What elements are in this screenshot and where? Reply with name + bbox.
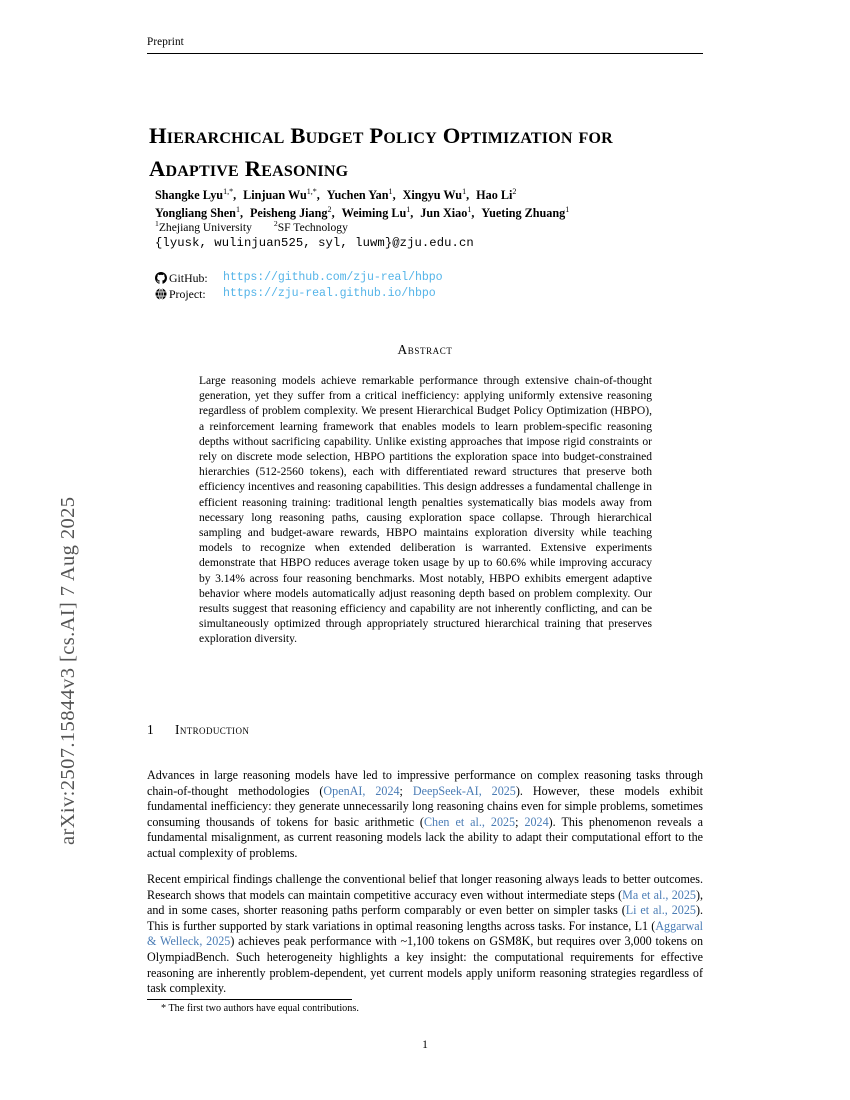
author-email: {lyusk, wulinjuan525, syl, luwm}@zju.edu.cn <box>155 236 474 250</box>
paragraph-2 <box>147 872 703 997</box>
author-name: Hao Li <box>476 188 513 202</box>
link-row[interactable] <box>155 286 675 302</box>
author-name: Linjuan Wu <box>243 188 307 202</box>
author-separator: , <box>410 205 414 220</box>
link-url[interactable]: https://zju-real.github.io/hbpo <box>223 287 436 300</box>
author-list <box>155 187 703 222</box>
paper-content-column <box>147 0 703 1100</box>
author-name: Yuchen Yan <box>326 188 389 202</box>
author-name: Yueting Zhuang <box>481 205 566 220</box>
section-number: 1 <box>147 722 155 737</box>
link-label: GitHub: <box>169 271 208 285</box>
body-text-run: ), and in some cases, shorter reasoning paths perform comparably or even better on simpler tasks ( <box>147 887 703 918</box>
footnote-text: * The first two authors have equal contributions. <box>161 1003 359 1014</box>
author-separator: , <box>239 205 244 220</box>
page-title: Hierarchical Budget Policy Optimization for Adaptive Reasoning <box>149 123 613 182</box>
author-separator: , <box>466 188 470 202</box>
author-affiliation-marker: 1,* <box>223 186 234 196</box>
author-separator: , <box>331 205 335 220</box>
citation-link[interactable]: Aggarwal & Welleck, 2025 <box>147 918 703 949</box>
affiliation-list <box>155 220 703 235</box>
author-separator: , <box>392 188 396 202</box>
project-links <box>155 270 675 302</box>
citation-link[interactable]: DeepSeek-AI, 2025 <box>412 783 516 798</box>
body-text-run: ; <box>515 814 525 829</box>
author-affiliation-marker: 2 <box>512 186 517 196</box>
page-number: 1 <box>422 1038 428 1051</box>
author-affiliation-marker: 1 <box>467 204 472 214</box>
citation-link[interactable]: OpenAI, 2024 <box>323 783 400 798</box>
citation-link[interactable]: Chen et al., 2025 <box>423 814 516 829</box>
abstract-heading: Abstract <box>397 342 453 357</box>
affiliation-marker: 1 <box>155 219 159 229</box>
author-name: Shangke Lyu <box>155 188 224 202</box>
link-row[interactable] <box>155 270 675 286</box>
author-name: Jun Xiao <box>420 205 468 220</box>
body-text-run: ; <box>399 783 413 798</box>
abstract-body: Large reasoning models achieve remarkable performance through extensive chain-of-thought generation, yet they suffer from a critical inefficiency: applying uniformly extensive reasoning regardless of problem complexity. We present Hierarchical Budget Policy Optimization (HBPO), a reinforcement learning framework that enables models to learn problem-specific reasoning depths without sacrificing capability. Unlike existing approaches that impose rigid constraints or rely on discrete mode selection, HBPO partitions the exploration space into budget-constrained hierarchies (512-2560 tokens), each with differentiated reward structures that preserve both efficiency incentives and reasoning capabilities. This design addresses a fundamental challenge in efficient reasoning training: traditional length penalties systematically bias models away from necessary long reasoning paths, causing exploration space collapse. Through hierarchical sampling and budget-aware rewards, HBPO maintains exploration diversity while teaching models to recognize when extended deliberation is warranted. Extensive experiments demonstrate that HBPO reduces average token usage by up to 60.6% while improving accuracy by 3.14% across four reasoning benchmarks. Most notably, HBPO exhibits emergent adaptive behavior where models automatically adjust reasoning depth based on problem complexity. Our results suggest that reasoning efficiency and capability are not inherently conflicting, and can be simultaneously optimized through appropriately structured hierarchical training that preserves exploration diversity. <box>199 375 652 646</box>
running-head-rule <box>147 53 703 54</box>
affiliation-name: SF Technology <box>277 221 348 234</box>
body-text-run: Advances in large reasoning models have led to impressive performance on complex reasoning tasks through chain-of-thought methodologies ( <box>147 768 703 798</box>
author-name: Xingyu Wu <box>402 188 463 202</box>
running-head: Preprint <box>147 36 184 48</box>
arxiv-stamp <box>0 0 79 1100</box>
body-text-run: Recent empirical findings challenge the conventional belief that longer reasoning always leads to better outcomes. Research shows that models can maintain competitive accuracy even without intermediate steps ( <box>147 872 703 902</box>
citation-link[interactable]: Li et al., 2025 <box>625 903 696 918</box>
author-name: Yongliang Shen <box>155 205 236 220</box>
paragraph-1 <box>147 768 703 862</box>
body-text-run: ). This phenomenon reveals a fundamental misalignment, as current reasoning models lack the ability to adapt their computational effort to the actual complexity of problems. <box>147 814 703 861</box>
affiliation-marker: 2 <box>273 219 278 229</box>
author-separator: , <box>233 188 237 202</box>
link-url[interactable]: https://github.com/zju-real/hbpo <box>223 271 443 284</box>
link-label: Project: <box>169 287 206 301</box>
author-affiliation-marker: 1 <box>406 204 411 214</box>
author-affiliation-marker: 2 <box>327 204 332 214</box>
citation-link[interactable]: Ma et al., 2025 <box>622 887 696 902</box>
author-affiliation-marker: 1 <box>462 186 467 196</box>
globe-icon <box>155 288 169 300</box>
author-affiliation-marker: 1 <box>235 204 240 214</box>
body-text-run: ). However, these models exhibit fundamental inefficiency: they generate unnecessarily long reasoning chains even for simple problems, sometimes consuming thousands of tokens for basic arithmetic ( <box>147 783 703 829</box>
github-icon <box>155 272 169 284</box>
section-heading-introduction <box>147 722 703 738</box>
author-name: Peisheng Jiang <box>249 205 328 220</box>
author-separator: , <box>471 205 475 220</box>
body-text-run: ). This is further supported by stark variations in optimal reasoning lengths across tasks. For instance, L1 ( <box>147 903 703 933</box>
citation-link[interactable]: 2024 <box>524 814 549 829</box>
body-text-run: ) achieves peak performance with ~1,100 tokens on GSM8K, but requires over 3,000 tokens on OlympiadBench. Such heterogeneity highlights a key insight: the computational requirements for effective reasoning are inherently problem-dependent, yet current models apply uniform reasoning strategies regardless of task complexity. <box>147 934 703 996</box>
author-line-1 <box>155 187 703 205</box>
author-name: Weiming Lu <box>341 205 407 220</box>
author-affiliation-marker: 1 <box>565 204 570 214</box>
author-affiliation-marker: 1 <box>388 186 393 196</box>
footnote-rule <box>147 999 352 1000</box>
author-separator: , <box>316 188 320 202</box>
arxiv-stamp-text: arXiv:2507.15844v3 [cs.AI] 7 Aug 2025 <box>57 496 79 845</box>
author-affiliation-marker: 1,* <box>306 186 317 196</box>
section-title: Introduction <box>175 722 250 737</box>
affiliation-name: Zhejiang University <box>158 221 252 234</box>
